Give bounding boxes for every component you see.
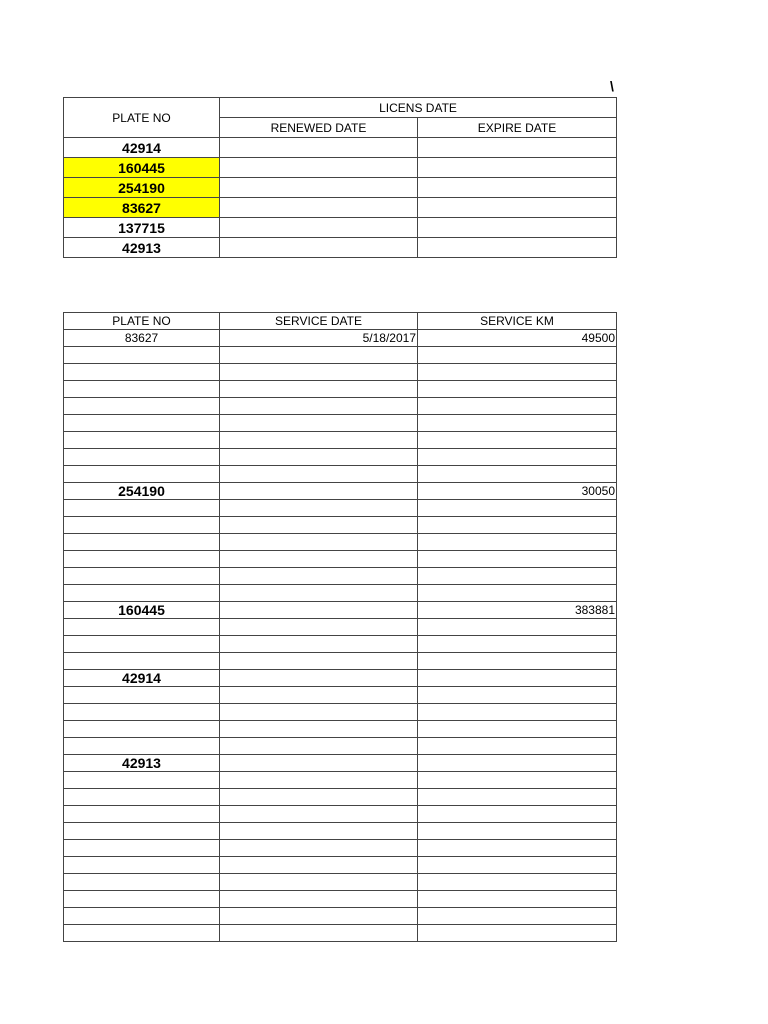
service-date-cell[interactable] bbox=[220, 534, 418, 551]
service-plate-cell[interactable] bbox=[64, 619, 220, 636]
service-km-cell[interactable] bbox=[418, 772, 617, 789]
service-row bbox=[64, 772, 617, 789]
service-row bbox=[64, 381, 617, 398]
service-date-cell[interactable] bbox=[220, 466, 418, 483]
expire-date-cell[interactable] bbox=[418, 178, 617, 198]
service-row bbox=[64, 449, 617, 466]
corner-mark: \ bbox=[610, 78, 614, 94]
license-plate-cell[interactable]: 137715 bbox=[64, 218, 220, 238]
service-row bbox=[64, 585, 617, 602]
service-km-cell[interactable] bbox=[418, 381, 617, 398]
service-plate-cell[interactable]: 254190 bbox=[64, 483, 220, 500]
service-date-cell[interactable] bbox=[220, 908, 418, 925]
service-km-cell[interactable] bbox=[418, 721, 617, 738]
service-km-cell[interactable] bbox=[418, 653, 617, 670]
service-date-cell[interactable] bbox=[220, 602, 418, 619]
service-row bbox=[64, 653, 617, 670]
license-row bbox=[64, 238, 617, 258]
service-plate-cell[interactable] bbox=[64, 534, 220, 551]
service-row bbox=[64, 517, 617, 534]
service-plate-cell[interactable] bbox=[64, 891, 220, 908]
service-date-cell[interactable] bbox=[220, 840, 418, 857]
service-km-cell[interactable] bbox=[418, 908, 617, 925]
service-date-cell[interactable] bbox=[220, 738, 418, 755]
service-km-cell[interactable] bbox=[418, 398, 617, 415]
service-row bbox=[64, 466, 617, 483]
service-date-cell[interactable] bbox=[220, 653, 418, 670]
service-plate-cell[interactable] bbox=[64, 432, 220, 449]
service-plate-cell[interactable] bbox=[64, 772, 220, 789]
service-row bbox=[64, 534, 617, 551]
service-date-cell[interactable] bbox=[220, 704, 418, 721]
service-plate-cell[interactable] bbox=[64, 874, 220, 891]
renewed-date-cell[interactable] bbox=[220, 218, 418, 238]
service-row bbox=[64, 891, 617, 908]
renewed-date-cell[interactable] bbox=[220, 238, 418, 258]
service-row bbox=[64, 551, 617, 568]
service-date-cell[interactable] bbox=[220, 500, 418, 517]
service-row bbox=[64, 398, 617, 415]
service-km-cell[interactable] bbox=[418, 517, 617, 534]
service-plate-cell[interactable] bbox=[64, 364, 220, 381]
service-row bbox=[64, 415, 617, 432]
service-date-cell[interactable] bbox=[220, 585, 418, 602]
service-date-cell[interactable] bbox=[220, 551, 418, 568]
service-row bbox=[64, 619, 617, 636]
service-row bbox=[64, 347, 617, 364]
service-km-cell[interactable] bbox=[418, 636, 617, 653]
service-date-cell[interactable] bbox=[220, 874, 418, 891]
service-date-cell[interactable] bbox=[220, 364, 418, 381]
service-km-cell[interactable] bbox=[418, 415, 617, 432]
service-date-cell[interactable] bbox=[220, 806, 418, 823]
service-plate-no-header: PLATE NO bbox=[64, 313, 220, 330]
service-date-cell[interactable] bbox=[220, 619, 418, 636]
service-plate-cell[interactable] bbox=[64, 857, 220, 874]
service-plate-cell[interactable] bbox=[64, 500, 220, 517]
service-date-cell[interactable] bbox=[220, 568, 418, 585]
service-date-cell[interactable] bbox=[220, 398, 418, 415]
service-row bbox=[64, 670, 617, 687]
service-date-cell[interactable] bbox=[220, 687, 418, 704]
service-date-cell[interactable] bbox=[220, 517, 418, 534]
service-km-cell[interactable] bbox=[418, 551, 617, 568]
service-date-cell[interactable] bbox=[220, 636, 418, 653]
service-km-cell[interactable] bbox=[418, 568, 617, 585]
service-km-cell[interactable]: 49500 bbox=[418, 330, 617, 347]
service-plate-cell[interactable] bbox=[64, 738, 220, 755]
service-km-cell[interactable]: 383881 bbox=[418, 602, 617, 619]
renewed-date-cell[interactable] bbox=[220, 158, 418, 178]
service-plate-cell[interactable] bbox=[64, 653, 220, 670]
service-plate-cell[interactable]: 42913 bbox=[64, 755, 220, 772]
service-km-cell[interactable] bbox=[418, 449, 617, 466]
service-plate-cell[interactable]: 160445 bbox=[64, 602, 220, 619]
service-row bbox=[64, 432, 617, 449]
service-date-cell[interactable] bbox=[220, 432, 418, 449]
service-row bbox=[64, 738, 617, 755]
license-row bbox=[64, 138, 617, 158]
service-km-cell[interactable] bbox=[418, 670, 617, 687]
service-date-cell[interactable] bbox=[220, 857, 418, 874]
service-plate-cell[interactable] bbox=[64, 721, 220, 738]
service-row bbox=[64, 704, 617, 721]
service-km-cell[interactable] bbox=[418, 466, 617, 483]
service-row bbox=[64, 789, 617, 806]
service-km-cell[interactable] bbox=[418, 806, 617, 823]
service-date-cell[interactable]: 5/18/2017 bbox=[220, 330, 418, 347]
service-row bbox=[64, 568, 617, 585]
service-plate-cell[interactable] bbox=[64, 415, 220, 432]
service-plate-cell[interactable] bbox=[64, 789, 220, 806]
service-plate-cell[interactable] bbox=[64, 806, 220, 823]
service-row bbox=[64, 857, 617, 874]
service-km-cell[interactable] bbox=[418, 823, 617, 840]
license-row bbox=[64, 178, 617, 198]
service-km-cell[interactable] bbox=[418, 891, 617, 908]
service-date-cell[interactable] bbox=[220, 823, 418, 840]
service-plate-cell[interactable] bbox=[64, 687, 220, 704]
expire-date-header: EXPIRE DATE bbox=[418, 118, 617, 138]
service-plate-cell[interactable] bbox=[64, 636, 220, 653]
license-row bbox=[64, 158, 617, 178]
renewed-date-cell[interactable] bbox=[220, 178, 418, 198]
service-plate-cell[interactable]: 42914 bbox=[64, 670, 220, 687]
service-row bbox=[64, 908, 617, 925]
license-plate-cell[interactable]: 254190 bbox=[64, 178, 220, 198]
license-row bbox=[64, 198, 617, 218]
service-row bbox=[64, 364, 617, 381]
license-plate-cell[interactable]: 42913 bbox=[64, 238, 220, 258]
service-date-cell[interactable] bbox=[220, 415, 418, 432]
service-date-cell[interactable] bbox=[220, 755, 418, 772]
renewed-date-cell[interactable] bbox=[220, 198, 418, 218]
service-date-cell[interactable] bbox=[220, 449, 418, 466]
service-plate-cell[interactable] bbox=[64, 925, 220, 942]
expire-date-cell[interactable] bbox=[418, 238, 617, 258]
service-plate-cell[interactable] bbox=[64, 398, 220, 415]
service-date-cell[interactable] bbox=[220, 670, 418, 687]
service-row bbox=[64, 755, 617, 772]
service-plate-cell[interactable] bbox=[64, 466, 220, 483]
service-date-cell[interactable] bbox=[220, 789, 418, 806]
service-km-header: SERVICE KM bbox=[418, 313, 617, 330]
service-km-cell[interactable] bbox=[418, 789, 617, 806]
service-date-cell[interactable] bbox=[220, 721, 418, 738]
service-plate-cell[interactable] bbox=[64, 517, 220, 534]
service-row bbox=[64, 602, 617, 619]
service-date-cell[interactable] bbox=[220, 891, 418, 908]
service-plate-cell[interactable]: 83627 bbox=[64, 330, 220, 347]
service-row bbox=[64, 721, 617, 738]
service-km-cell[interactable] bbox=[418, 432, 617, 449]
license-date-table bbox=[63, 97, 617, 258]
service-km-cell[interactable] bbox=[418, 874, 617, 891]
service-row bbox=[64, 687, 617, 704]
service-date-cell[interactable] bbox=[220, 347, 418, 364]
service-row bbox=[64, 840, 617, 857]
service-km-cell[interactable] bbox=[418, 585, 617, 602]
service-row bbox=[64, 806, 617, 823]
expire-date-cell[interactable] bbox=[418, 218, 617, 238]
service-plate-cell[interactable] bbox=[64, 823, 220, 840]
service-km-cell[interactable] bbox=[418, 687, 617, 704]
service-date-cell[interactable] bbox=[220, 772, 418, 789]
service-row bbox=[64, 925, 617, 942]
service-plate-cell[interactable] bbox=[64, 551, 220, 568]
license-plate-cell[interactable]: 42914 bbox=[64, 138, 220, 158]
service-row bbox=[64, 874, 617, 891]
expire-date-cell[interactable] bbox=[418, 198, 617, 218]
service-km-cell[interactable] bbox=[418, 925, 617, 942]
service-plate-cell[interactable] bbox=[64, 840, 220, 857]
service-row bbox=[64, 500, 617, 517]
expire-date-cell[interactable] bbox=[418, 138, 617, 158]
license-row bbox=[64, 218, 617, 238]
renewed-date-header: RENEWED DATE bbox=[220, 118, 418, 138]
service-plate-cell[interactable] bbox=[64, 449, 220, 466]
service-plate-cell[interactable] bbox=[64, 585, 220, 602]
service-km-cell[interactable]: 30050 bbox=[418, 483, 617, 500]
license-plate-cell[interactable]: 160445 bbox=[64, 158, 220, 178]
service-table bbox=[63, 312, 617, 942]
service-row bbox=[64, 483, 617, 500]
service-km-cell[interactable] bbox=[418, 857, 617, 874]
service-km-cell[interactable] bbox=[418, 755, 617, 772]
expire-date-cell[interactable] bbox=[418, 158, 617, 178]
service-row bbox=[64, 823, 617, 840]
service-plate-cell[interactable] bbox=[64, 568, 220, 585]
service-km-cell[interactable] bbox=[418, 738, 617, 755]
service-plate-cell[interactable] bbox=[64, 704, 220, 721]
service-date-cell[interactable] bbox=[220, 381, 418, 398]
service-km-cell[interactable] bbox=[418, 840, 617, 857]
service-plate-cell[interactable] bbox=[64, 381, 220, 398]
service-km-cell[interactable] bbox=[418, 347, 617, 364]
service-date-cell[interactable] bbox=[220, 483, 418, 500]
service-km-cell[interactable] bbox=[418, 704, 617, 721]
service-plate-cell[interactable] bbox=[64, 908, 220, 925]
service-km-cell[interactable] bbox=[418, 534, 617, 551]
service-km-cell[interactable] bbox=[418, 500, 617, 517]
license-plate-no-header: PLATE NO bbox=[64, 98, 220, 138]
renewed-date-cell[interactable] bbox=[220, 138, 418, 158]
service-row bbox=[64, 636, 617, 653]
service-km-cell[interactable] bbox=[418, 619, 617, 636]
licens-date-header: LICENS DATE bbox=[220, 98, 617, 118]
service-plate-cell[interactable] bbox=[64, 347, 220, 364]
service-date-header: SERVICE DATE bbox=[220, 313, 418, 330]
service-row bbox=[64, 330, 617, 347]
license-plate-cell[interactable]: 83627 bbox=[64, 198, 220, 218]
service-km-cell[interactable] bbox=[418, 364, 617, 381]
service-date-cell[interactable] bbox=[220, 925, 418, 942]
